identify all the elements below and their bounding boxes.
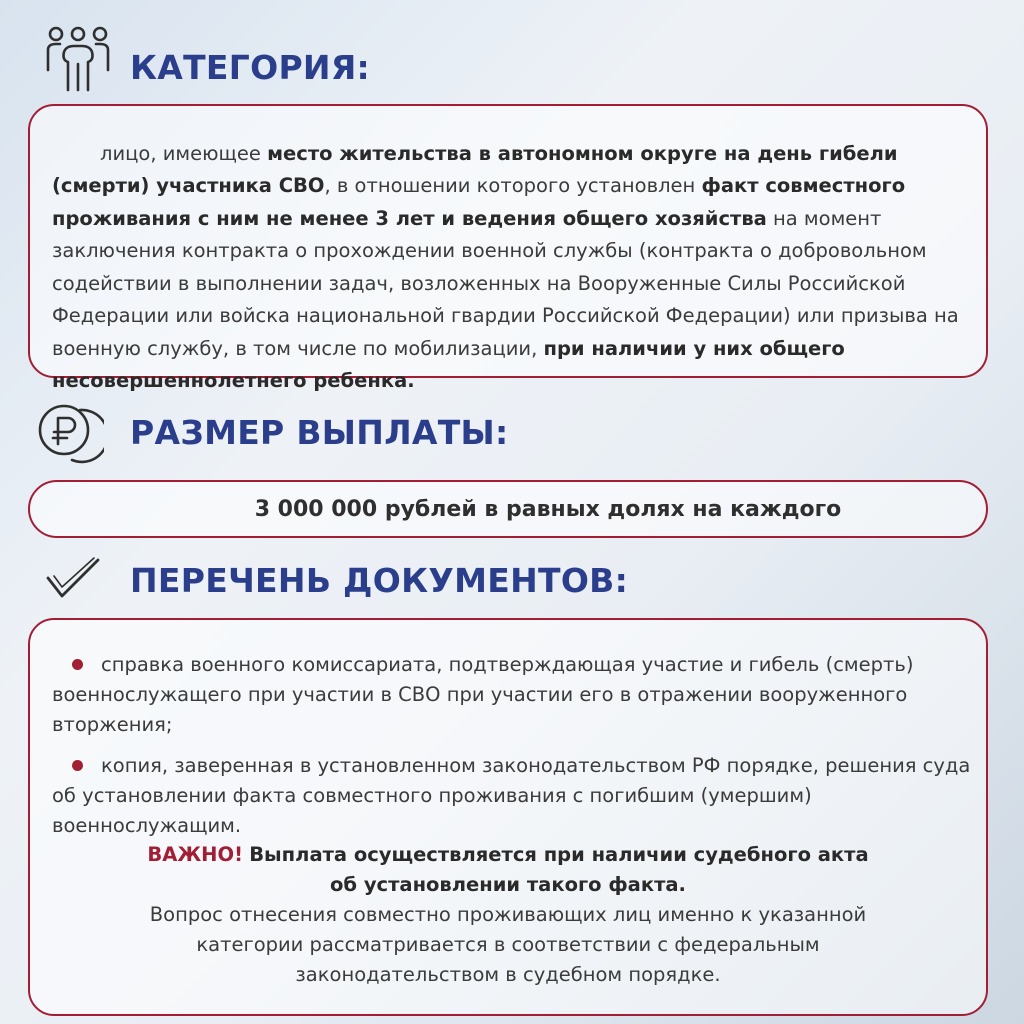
category-text-regular: на момент заключения контракта о прохождении военной службы (контракта о добровольном содействии в выполнении задач, возложенных на Вооруженные Силы Российской Федерации или войска национальной гвардии Российской Федерации) или призыва на военную службу, в том числе по мобилизации, bbox=[52, 206, 959, 360]
category-text-bold: место жительства в автономном округе на день гибели (смерти) участника СВО bbox=[52, 141, 898, 197]
bullet-dot-icon bbox=[72, 760, 83, 771]
category-text bbox=[52, 138, 992, 398]
note-line-1: Вопрос отнесения совместно проживающих лиц именно к указанной bbox=[149, 903, 867, 926]
important-label: ВАЖНО! bbox=[147, 843, 243, 866]
payment-heading: РАЗМЕР ВЫПЛАТЫ: bbox=[130, 413, 509, 452]
note-line-2: категории рассматривается в соответствии с федеральным bbox=[196, 933, 820, 956]
category-text-bold: факт совместного проживания с ним не менее 3 лет и ведения общего хозяйства bbox=[52, 174, 906, 230]
note-line-3: законодательством в судебном порядке. bbox=[295, 963, 721, 986]
checkmark-icon bbox=[44, 556, 102, 604]
ruble-coin-icon bbox=[36, 402, 104, 466]
category-text-bold: при наличии у них общего несовершеннолетнего ребенка. bbox=[52, 336, 845, 392]
payment-amount: 3 000 000 рублей в равных долях на каждого bbox=[254, 496, 842, 522]
bullet-dot-icon bbox=[72, 659, 83, 670]
important-text-2: об установлении такого факта. bbox=[330, 873, 686, 896]
important-text: Выплата осуществляется при наличии судебного акта bbox=[249, 843, 869, 866]
document-item: копия, заверенная в установленном законодательством РФ порядке, решения суда об установлении факта совместного проживания с погибшим (умершим) военнослужащим. bbox=[52, 753, 971, 837]
category-heading: КАТЕГОРИЯ: bbox=[130, 48, 371, 87]
category-text-regular: , в отношении которого установлен bbox=[324, 174, 702, 197]
document-item: справка военного комиссариата, подтверждающая участие и гибель (смерть) военнослужащего при участии в СВО при участии его в отражении вооруженного вторжения; bbox=[52, 652, 914, 736]
documents-heading: ПЕРЕЧЕНЬ ДОКУМЕНТОВ: bbox=[130, 561, 629, 600]
category-text-regular: лицо, имеющее bbox=[100, 141, 268, 165]
people-icon bbox=[44, 24, 112, 94]
important-note bbox=[28, 840, 988, 990]
